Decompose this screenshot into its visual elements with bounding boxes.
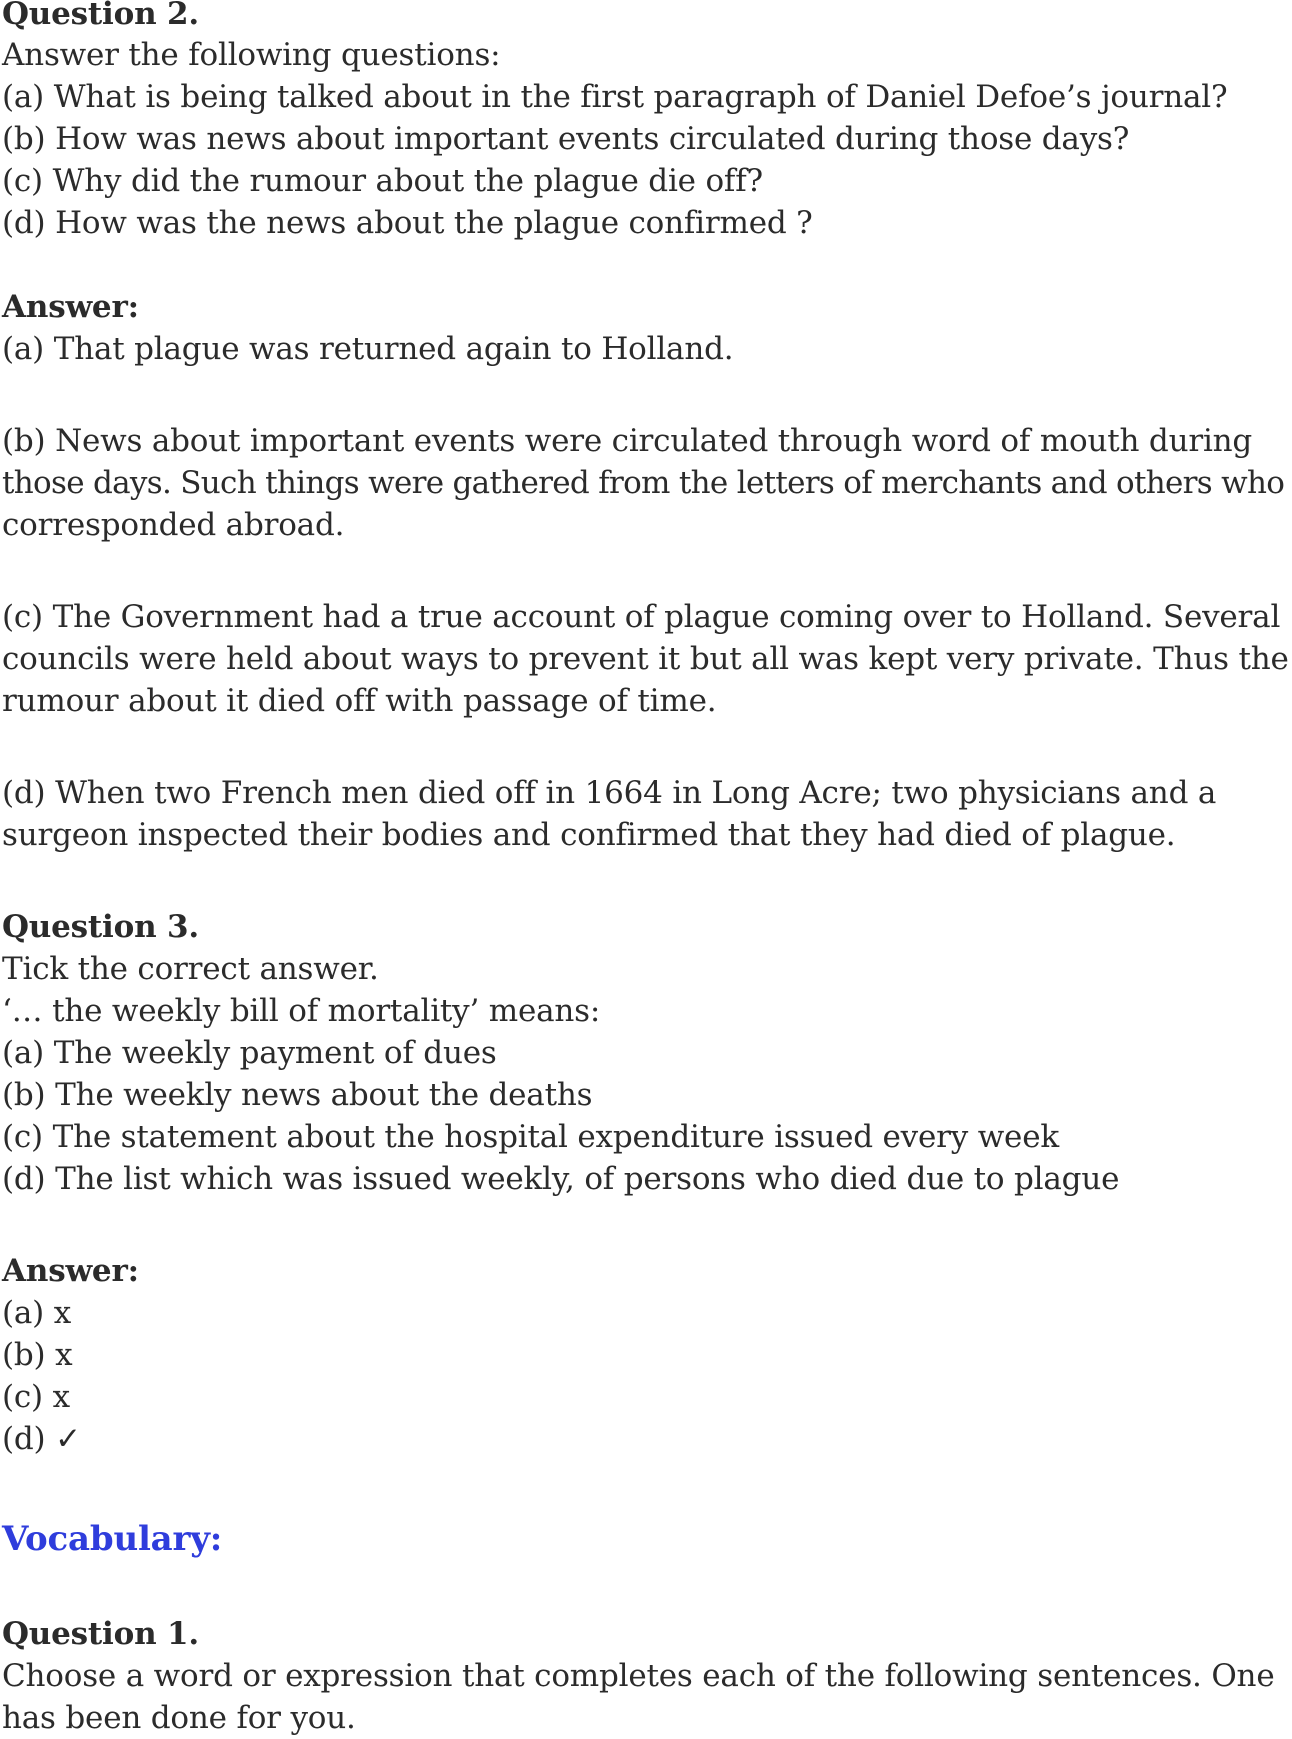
- question-2-item-b: (b) How was news about important events circulated during those days?: [2, 121, 1130, 157]
- question-2-answer-a: (a) That plague was returned again to Holland.: [2, 331, 734, 367]
- question-3-option-b: (b) The weekly news about the deaths: [2, 1077, 593, 1113]
- question-3-option-d: (d) The list which was issued weekly, of persons who died due to plague: [2, 1161, 1120, 1197]
- question-2-answer-d-line-2: surgeon inspected their bodies and confirmed that they had died of plague.: [2, 817, 1176, 853]
- question-2-answer-heading: Answer:: [2, 289, 139, 325]
- question-3-option-a: (a) The weekly payment of dues: [2, 1035, 497, 1071]
- question-2-answer-c-line-3: rumour about it died off with passage of time.: [2, 683, 717, 719]
- question-2-instruction: Answer the following questions:: [2, 37, 501, 73]
- question-3-instruction: Tick the correct answer.: [2, 951, 379, 987]
- question-3-answer-c: (c) x: [2, 1379, 70, 1415]
- question-2-item-d: (d) How was the news about the plague confirmed ?: [2, 205, 813, 241]
- vocabulary-question-1-line-1: Choose a word or expression that completes each of the following sentences. One: [2, 1658, 1275, 1694]
- question-2-answer-b-line-2: those days. Such things were gathered from the letters of merchants and others who: [2, 465, 1285, 501]
- question-3-answer-d: (d) ✓: [2, 1421, 81, 1457]
- question-3-answer-b: (b) x: [2, 1337, 73, 1373]
- question-2-item-c: (c) Why did the rumour about the plague die off?: [2, 163, 763, 199]
- question-3-option-c: (c) The statement about the hospital expenditure issued every week: [2, 1119, 1059, 1155]
- question-3-answer-a: (a) x: [2, 1295, 72, 1331]
- question-2-answer-b-line-3: corresponded abroad.: [2, 507, 345, 543]
- question-2-answer-c-line-1: (c) The Government had a true account of plague coming over to Holland. Several: [2, 599, 1281, 635]
- vocabulary-question-1-line-2: has been done for you.: [2, 1700, 356, 1736]
- question-2-answer-b-line-1: (b) News about important events were circulated through word of mouth during: [2, 423, 1253, 459]
- question-3-heading: Question 3.: [2, 909, 199, 945]
- question-3-prompt: ‘… the weekly bill of mortality’ means:: [2, 993, 601, 1029]
- vocabulary-question-1-heading: Question 1.: [2, 1616, 199, 1652]
- question-2-item-a: (a) What is being talked about in the first paragraph of Daniel Defoe’s journal?: [2, 79, 1228, 115]
- vocabulary-heading: Vocabulary:: [2, 1519, 223, 1559]
- question-2-heading: Question 2.: [2, 0, 199, 32]
- question-2-answer-d-line-1: (d) When two French men died off in 1664 in Long Acre; two physicians and a: [2, 775, 1217, 811]
- question-2-answer-c-line-2: councils were held about ways to prevent it but all was kept very private. Thus the: [2, 641, 1289, 677]
- question-3-answer-heading: Answer:: [2, 1253, 139, 1289]
